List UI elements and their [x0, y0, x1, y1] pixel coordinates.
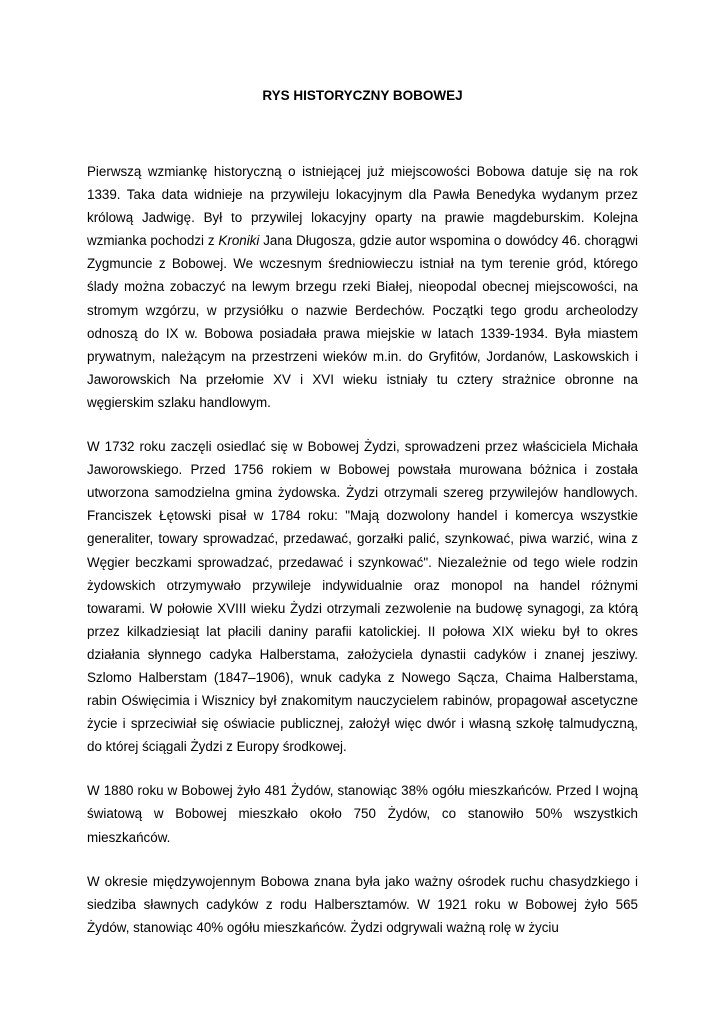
paragraph-population-1880: W 1880 roku w Bobowej żyło 481 Żydów, stanowiąc 38% ogółu mieszkańców. Przed I wojną światową w Bobowej mieszkało około 750 Żydów, co stanowiło 50% wszystkich mieszkańców.: [87, 783, 638, 845]
document-body: [87, 160, 638, 960]
paragraph-text: Jana Długosza, gdzie autor wspomina o dowódcy 46. chorągwi Zygmuncie z Bobowej. We wczesnym średniowieczu istniał na tym terenie gród, którego ślady można zobaczyć na lewym brzegu rzeki Białej, nieopodal obecnej miejscowości, na stromym wzgórzu, w przysiółku o nazwie Berdechów. Początki tego grodu archeolodzy odnoszą do IX w. Bobowa posiadała prawa miejskie w latach 1339-1934. Była miastem prywatnym, należącym na przestrzeni wieków m.in. do Gryfitów, Jordanów, Laskowskich i Jaworowskich Na przełomie XV i XVI wieku istniały tu cztery strażnice obronne na węgierskim szlaku handlowym.: [87, 233, 638, 410]
emphasized-title-kroniki: Kroniki: [218, 233, 260, 249]
paragraph-first-mention: [87, 160, 638, 414]
paragraph-jewish-settlement: W 1732 roku zaczęli osiedlać się w Bobowej Żydzi, sprowadzeni przez właściciela Michała Jaworowskiego. Przed 1756 rokiem w Bobowej powstała murowana bóżnica i została utworzona samodzielna gmina żydowska. Żydzi otrzymali szereg przywilejów handlowych. Franciszek Łętowski pisał w 1784 roku: "Mają dozwolony handel i komercya wszystkie generaliter, towary sprowadzać, przedawać, gorzałki palić, szynkować, piwa warzić, wina z Węgier beczkami sprowadzać, przedawać i szynkować". Niezależnie od tego wiele rodzin żydowskich otrzymywało przywileje indywidualnie oraz monopol na handel różnymi towarami. W połowie XVIII wieku Żydzi otrzymali zezwolenie na budowę synagogi, za którą przez kilkadziesiąt lat płacili daniny parafii katolickiej. II połowa XIX wieku był to okres działania słynnego cadyka Halberstama, założyciela dynastii cadyków i znanej jesziwy. Szlomo Halberstam (1847–1906), wnuk cadyka z Nowego Sącza, Chaima Halberstama, rabin Oświęcimia i Wisznicy był znakomitym nauczycielem rabinów, propagował ascetyczne życie i sprzeciwiał się oświacie publicznej, założył więc dwór i własną szkołę talmudyczną, do której ściągali Żydzi z Europy środkowej.: [87, 439, 638, 755]
paragraph-interwar-period: W okresie międzywojennym Bobowa znana była jako ważny ośrodek ruchu chasydzkiego i siedziba sławnych cadyków z rodu Halbersztamów. W 1921 roku w Bobowej żyło 565 Żydów, stanowiąc 40% ogółu mieszkańców. Żydzi odgrywali ważną rolę w życiu: [87, 873, 638, 935]
paragraph-text: Pierwszą wzmiankę historyczną o istniejącej już miejscowości Bobowa datuje się na rok 1339. Taka data widnieje na przywileju lokacyjnym dla Pawła Benedyka wydanym przez królową Jadwigę. Był to przywilej lokacyjny oparty na prawie magdeburskim. Kolejna wzmianka pochodzi z: [87, 164, 638, 249]
document-title: RYS HISTORYCZNY BOBOWEJ: [262, 88, 463, 103]
